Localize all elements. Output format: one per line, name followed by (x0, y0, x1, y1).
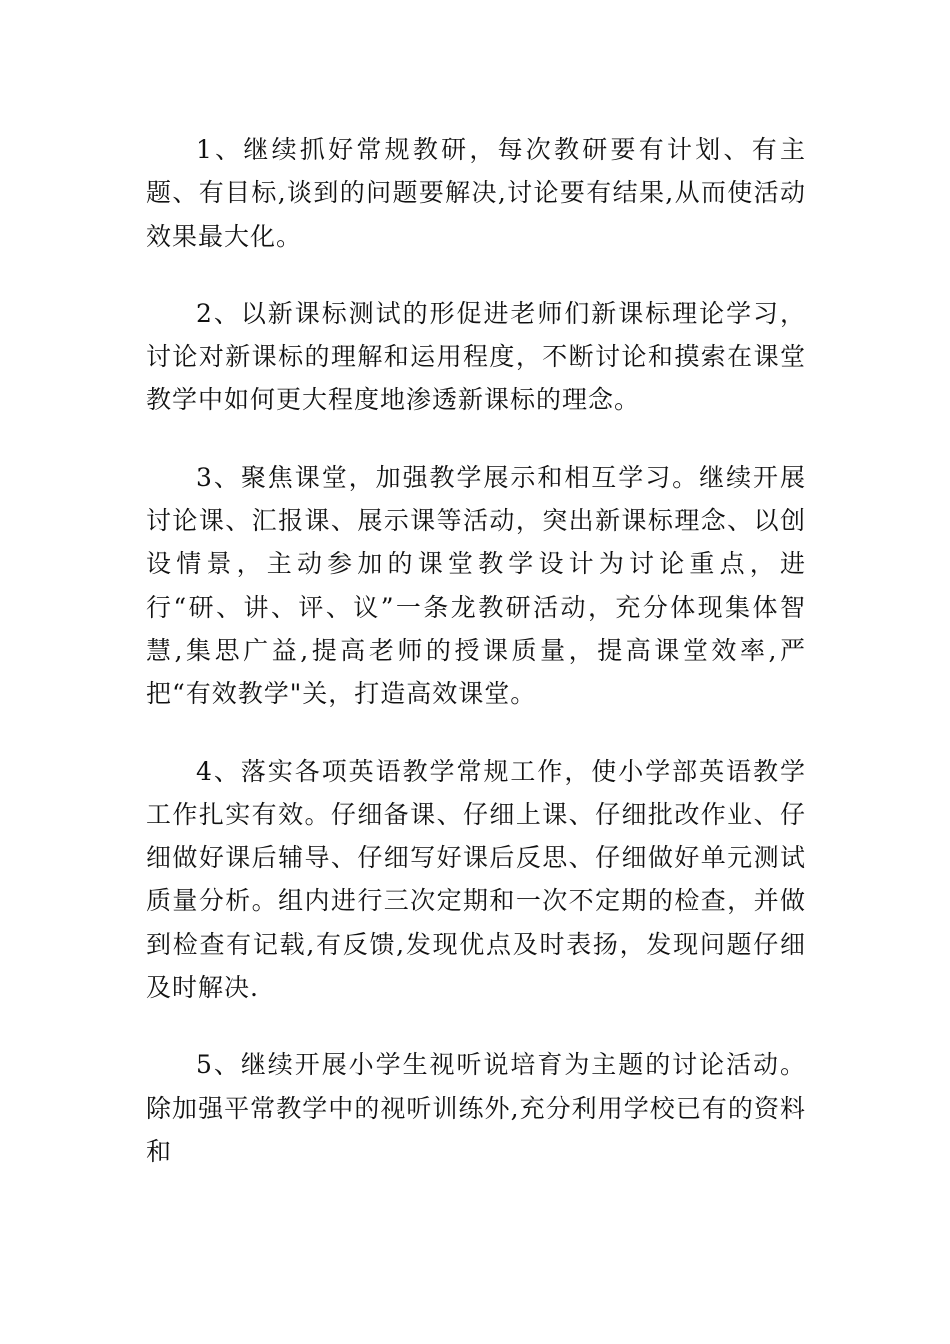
paragraph-3: 3、聚焦课堂，加强教学展示和相互学习。继续开展讨论课、汇报课、展示课等活动，突出新课标理念、以创设情景，主动参加的课堂教学设计为讨论重点，进行“研、讲、评、议”一条龙教研活动，充分体现集体智慧,集思广益,提高老师的授课质量，提高课堂效率,严把“有效教学"关，打造高效课堂。 (146, 462, 806, 709)
paragraph-5: 5、继续开展小学生视听说培育为主题的讨论活动。除加强平常教学中的视听训练外,充分利用学校已有的资料和 (146, 1050, 806, 1166)
paragraph-2: 2、以新课标测试的形促进老师们新课标理论学习，讨论对新课标的理解和运用程度，不断讨论和摸索在课堂教学中如何更大程度地渗透新课标的理念。 (146, 298, 806, 415)
document-body (146, 128, 806, 1207)
paragraph-1: 1、继续抓好常规教研，每次教研要有计划、有主题、有目标,谈到的问题要解决,讨论要有结果,从而使活动效果最大化。 (146, 135, 806, 251)
paragraph-4: 4、落实各项英语教学常规工作，使小学部英语教学工作扎实有效。仔细备课、仔细上课、仔细批改作业、仔细做好课后辅导、仔细写好课后反思、仔细做好单元测试质量分析。组内进行三次定期和一次不定期的检查，并做到检查有记载,有反馈,发现优点及时表扬，发现问题仔细及时解决. (146, 756, 806, 1003)
